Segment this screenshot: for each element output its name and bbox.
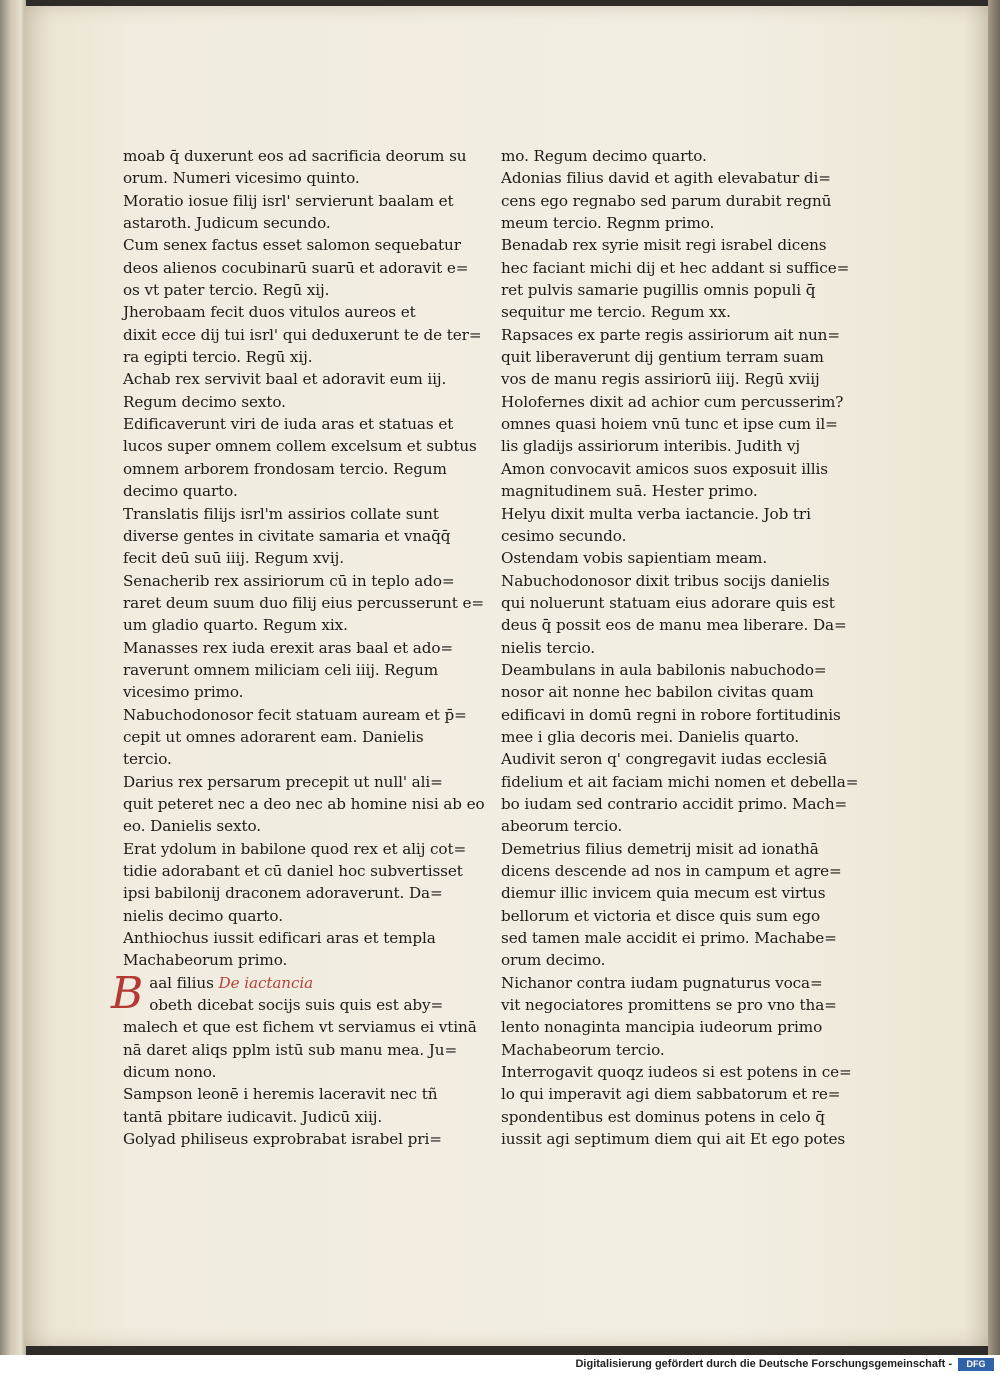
text-line: Moratio iosue filij isrl' servierunt baalam et (123, 191, 454, 210)
text-line: nā daret aliqs pplm istū sub manu mea. Ju= (123, 1040, 458, 1059)
text-line: orum decimo. (501, 951, 606, 970)
text-line: nielis tercio. (501, 638, 595, 657)
text-line: Nabuchodonosor fecit statuam auream et p̄= (123, 705, 467, 724)
text-line: cens ego regnabo sed parum durabit regnū (501, 191, 832, 210)
text-line: Cum senex factus esset salomon sequebatur (123, 236, 461, 255)
text-line: hec faciant michi dij et hec addant si suffice= (501, 258, 850, 277)
text-line: qui noluerunt statuam eius adorare quis est (501, 593, 835, 612)
text-line: fecit deū suū iiij. Regum xvij. (123, 549, 344, 568)
text-line: ret pulvis samarie pugillis omnis populi q̄ (501, 281, 816, 300)
text-line: Adonias filius david et agith elevabatur di= (501, 169, 831, 188)
text-line: decimo quarto. (123, 482, 238, 501)
text-line: Regum decimo sexto. (123, 392, 286, 411)
text-line: Sampson leonē i heremis laceravit nec tñ (123, 1085, 438, 1104)
text-line: diemur illic invicem quia mecum est virtus (501, 884, 826, 903)
text-line: edificavi in domū regni in robore fortitudinis (501, 705, 841, 724)
text-line: cepit ut omnes adorarent eam. Danielis (123, 727, 424, 746)
previous-page-edge (0, 0, 26, 1355)
text-line: Demetrius filius demetrij misit ad ionathā (501, 839, 819, 858)
right-text-column (501, 145, 859, 1150)
page-stack-edge (988, 0, 1000, 1355)
text-line: omnes quasi hoiem vnū tunc et ipse cum il= (501, 415, 838, 434)
text-line: Machabeorum tercio. (501, 1040, 665, 1059)
text-line: diverse gentes in civitate samaria et vnaq̄q̄ (123, 526, 451, 545)
text-line: eo. Danielis sexto. (123, 817, 261, 836)
text-line: Golyad philiseus exprobrabat israbel pri= (123, 1130, 442, 1149)
funding-credit: Digitalisierung gefördert durch die Deutsche Forschungsgemeinschaft - (575, 1358, 952, 1370)
text-line: dicens descende ad nos in campum et agre= (501, 862, 842, 880)
text-line: um gladio quarto. Regum xix. (123, 616, 348, 635)
text-line: Anthiochus iussit edificari aras et templa (123, 929, 436, 948)
text-line: vicesimo primo. (123, 683, 244, 702)
footer-bar (0, 1355, 1000, 1375)
text-line: Machabeorum primo. (123, 951, 288, 970)
text-line: nielis decimo quarto. (123, 906, 283, 925)
text-line: raret deum suum duo filij eius percusserunt e= (123, 593, 484, 612)
text-line: orum. Numeri vicesimo quinto. (123, 169, 360, 188)
text-line: sequitur me tercio. Regum xx. (501, 303, 731, 322)
text-line: lo qui imperavit agi diem sabbatorum et re= (501, 1085, 841, 1104)
text-line: meum tercio. Regnm primo. (501, 214, 715, 233)
text-line: tantā pbitare iudicavit. Judicū xiij. (123, 1107, 383, 1126)
text-line: Edificaverunt viri de iuda aras et statuas et (123, 415, 454, 434)
text-line: ipsi babilonij draconem adoraverunt. Da= (123, 884, 443, 903)
text-line: quit liberaverunt dij gentium terram suam (501, 348, 824, 367)
text-line: astaroth. Judicum secundo. (123, 214, 331, 233)
text-line: os vt pater tercio. Regū xij. (123, 281, 330, 300)
text-line: Amon convocavit amicos suos exposuit illis (501, 459, 828, 478)
text-line: Senacherib rex assiriorum cū in teplo ado= (123, 571, 455, 590)
text-line: deus q̄ possit eos de manu mea liberare. Da= (501, 616, 847, 635)
text-line: Achab rex servivit baal et adoravit eum iij. (123, 370, 447, 389)
text-line: dicum nono. (123, 1063, 217, 1082)
text-line: vos de manu regis assiriorū iiij. Regū xviij (501, 370, 820, 389)
text-line: Erat ydolum in babilone quod rex et alij cot= (123, 839, 467, 858)
text-line: lucos super omnem collem excelsum et subtus (123, 437, 477, 456)
text-line: Manasses rex iuda erexit aras baal et ado= (123, 638, 453, 657)
rubric-heading: De iactancia (213, 973, 314, 992)
text-line: Rapsaces ex parte regis assiriorum ait nun= (501, 325, 840, 344)
text-line: Translatis filijs isrl'm assirios collate sunt (123, 504, 439, 523)
text-line: Nabuchodonosor dixit tribus socijs danielis (501, 571, 830, 590)
decorated-initial: B (111, 967, 144, 1019)
text-line: Interrogavit quoqz iudeos si est potens in ce= (501, 1063, 852, 1082)
text-line: nosor ait nonne hec babilon civitas quam (501, 683, 814, 702)
text-line: fidelium et ait faciam michi nomen et debella= (501, 772, 859, 791)
text-line: deos alienos cocubinarū suarū et adoravit e= (123, 258, 469, 277)
text-line: dixit ecce dij tui isrl' qui deduxerunt te de ter= (123, 325, 482, 344)
text-line: Benadab rex syrie misit regi israbel dicens (501, 236, 827, 255)
text-line: malech et que est fichem vt serviamus ei vtinā (123, 1018, 477, 1037)
text-line: Nichanor contra iudam pugnaturus voca= (501, 973, 823, 992)
text-line: bellorum et victoria et disce quis sum ego (501, 906, 821, 925)
text-line: vit negociatores promittens se pro vno tha= (501, 996, 837, 1015)
text-line: Deambulans in aula babilonis nabuchodo= (501, 660, 827, 679)
text-line: iussit agi septimum diem qui ait Et ego potes (501, 1130, 846, 1149)
text-line: Jherobaam fecit duos vitulos aureos et (123, 303, 416, 322)
text-line: bo iudam sed contrario accidit primo. Mach= (501, 794, 848, 813)
text-line: lento nonaginta mancipia iudeorum primo (501, 1018, 823, 1037)
left-text-column (111, 145, 485, 1150)
text-line: tercio. (123, 750, 172, 769)
text-line: sed tamen male accidit ei primo. Machabe= (501, 929, 837, 948)
text-line: spondentibus est dominus potens in celo q̄ (501, 1107, 825, 1126)
text-line: quit peteret nec a deo nec ab homine nisi ab eo (123, 794, 485, 813)
text-line: abeorum tercio. (501, 817, 623, 836)
text-line: ra egipti tercio. Regū xij. (123, 348, 313, 367)
text-line: magnitudinem suā. Hester primo. (501, 482, 758, 501)
dfg-logo: DFG (958, 1358, 994, 1371)
text-line: Audivit seron q' congregavit iudas ecclesiā (501, 750, 828, 769)
text-line: Ostendam vobis sapientiam meam. (501, 549, 768, 568)
text-line: Holofernes dixit ad achior cum percusserim? (501, 392, 844, 411)
text-line: Darius rex persarum precepit ut null' ali= (123, 772, 443, 791)
text-line: raverunt omnem miliciam celi iiij. Regum (123, 660, 439, 679)
text-line: moab q̄ duxerunt eos ad sacrificia deorum su (123, 147, 467, 165)
text-line: Baal filius De iactancia (111, 967, 314, 1019)
text-line: lis gladijs assiriorum interibis. Judith vj (501, 437, 800, 456)
text-line: mo. Regum decimo quarto. (501, 147, 707, 165)
text-line: omnem arborem frondosam tercio. Regum (123, 459, 447, 478)
text-line: cesimo secundo. (501, 526, 627, 545)
text-line: obeth dicebat socijs suis quis est aby= (149, 996, 444, 1015)
text-line: tidie adorabant et cū daniel hoc subvertisset (123, 862, 463, 880)
text-line: Helyu dixit multa verba iactancie. Job tri (501, 504, 811, 523)
text-line: mee i glia decoris mei. Danielis quarto. (501, 727, 800, 746)
